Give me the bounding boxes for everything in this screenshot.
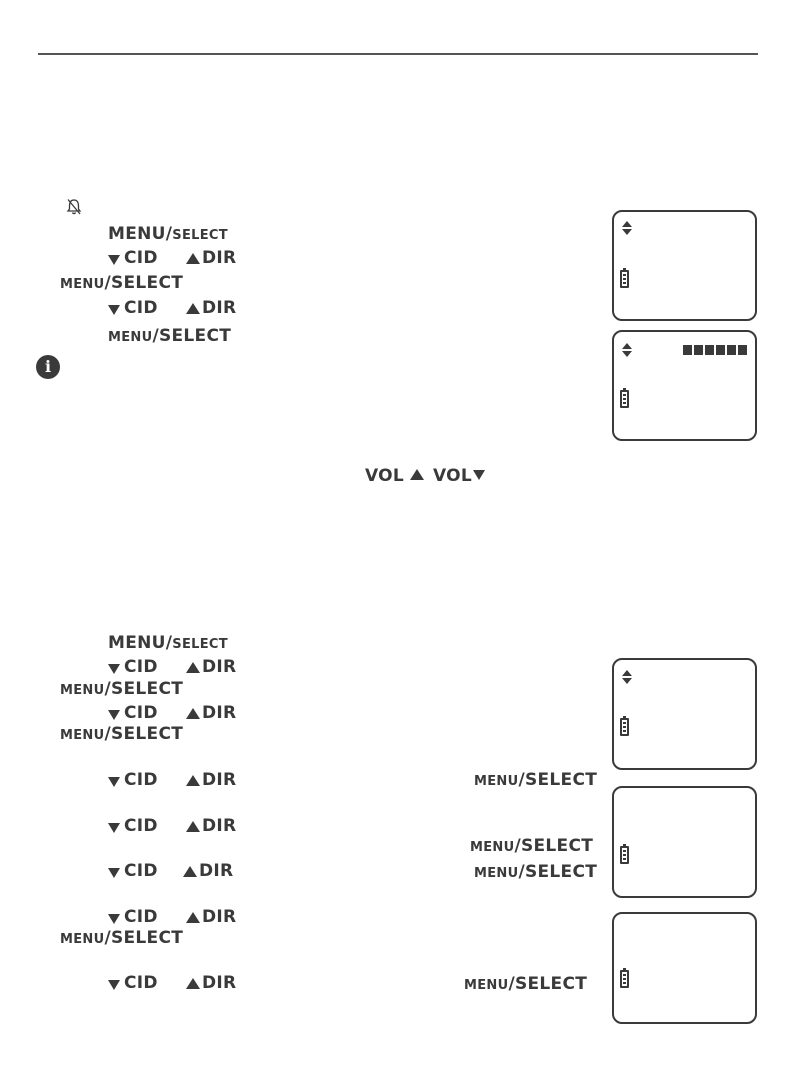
volume-segment xyxy=(738,345,747,355)
volume-segment xyxy=(705,345,714,355)
menu-select-key: MENU/SELECT xyxy=(60,724,184,744)
volume-segment xyxy=(683,345,692,355)
volume-segment xyxy=(716,345,725,355)
up-arrow-icon xyxy=(186,821,200,832)
cid-key: CID xyxy=(124,703,158,723)
handset-screen xyxy=(612,330,757,441)
down-arrow-icon xyxy=(108,914,120,924)
up-arrow-icon xyxy=(186,775,200,786)
menu-select-key: MENU/SELECT xyxy=(60,273,184,293)
cid-key: CID xyxy=(124,907,158,927)
dir-key: DIR xyxy=(202,657,237,677)
menu-select-key: MENU/SELECT xyxy=(108,326,232,346)
down-arrow-icon xyxy=(108,823,120,833)
header-rule xyxy=(38,53,758,55)
down-arrow-icon xyxy=(473,470,485,480)
menu-select-key: MENU/SELECT xyxy=(60,928,184,948)
volume-segment xyxy=(727,345,736,355)
menu-select-key: MENU/SELECT xyxy=(474,770,598,790)
up-arrow-icon xyxy=(410,469,424,480)
volume-bar-icon xyxy=(683,345,749,355)
up-arrow-icon xyxy=(186,253,200,264)
down-arrow-icon xyxy=(108,777,120,787)
up-arrow-icon xyxy=(186,978,200,989)
up-arrow-icon xyxy=(186,912,200,923)
down-arrow-icon xyxy=(108,305,120,315)
battery-icon xyxy=(620,718,629,736)
handset-screen xyxy=(612,912,757,1024)
down-arrow-icon xyxy=(108,980,120,990)
dir-key: DIR xyxy=(202,248,237,268)
up-arrow-icon xyxy=(186,662,200,673)
up-arrow-icon xyxy=(186,708,200,719)
dir-key: DIR xyxy=(199,861,234,881)
up-down-arrows-icon xyxy=(622,670,632,684)
up-arrow-icon xyxy=(183,866,197,877)
down-arrow-icon xyxy=(108,255,120,265)
vol-down-key: VOL xyxy=(433,466,473,486)
cid-key: CID xyxy=(124,657,158,677)
cid-key: CID xyxy=(124,248,158,268)
menu-select-key: MENU/SELECT xyxy=(464,974,588,994)
battery-icon xyxy=(620,970,629,988)
bell-off-icon xyxy=(66,198,82,216)
handset-screen xyxy=(612,658,757,770)
handset-screen xyxy=(612,210,757,321)
down-arrow-icon xyxy=(108,710,120,720)
battery-icon xyxy=(620,846,629,864)
down-arrow-icon xyxy=(108,868,120,878)
cid-key: CID xyxy=(124,770,158,790)
menu-select-key: MENU/SELECT xyxy=(60,679,184,699)
up-arrow-icon xyxy=(186,303,200,314)
vol-up-key: VOL xyxy=(365,466,405,486)
menu-select-key: MENU/SELECT xyxy=(474,862,598,882)
cid-key: CID xyxy=(124,861,158,881)
dir-key: DIR xyxy=(202,298,237,318)
handset-screen xyxy=(612,786,757,898)
dir-key: DIR xyxy=(202,816,237,836)
cid-key: CID xyxy=(124,298,158,318)
menu-select-key: MENU/SELECT xyxy=(470,836,594,856)
menu-select-key: MENU/SELECT xyxy=(108,633,228,653)
battery-icon xyxy=(620,390,629,408)
battery-icon xyxy=(620,270,629,288)
dir-key: DIR xyxy=(202,907,237,927)
dir-key: DIR xyxy=(202,770,237,790)
cid-key: CID xyxy=(124,973,158,993)
dir-key: DIR xyxy=(202,973,237,993)
menu-select-key: MENU/SELECT xyxy=(108,224,228,244)
down-arrow-icon xyxy=(108,664,120,674)
up-down-arrows-icon xyxy=(622,343,632,357)
cid-key: CID xyxy=(124,816,158,836)
dir-key: DIR xyxy=(202,703,237,723)
up-down-arrows-icon xyxy=(622,221,632,235)
volume-segment xyxy=(694,345,703,355)
info-icon: i xyxy=(36,355,60,379)
